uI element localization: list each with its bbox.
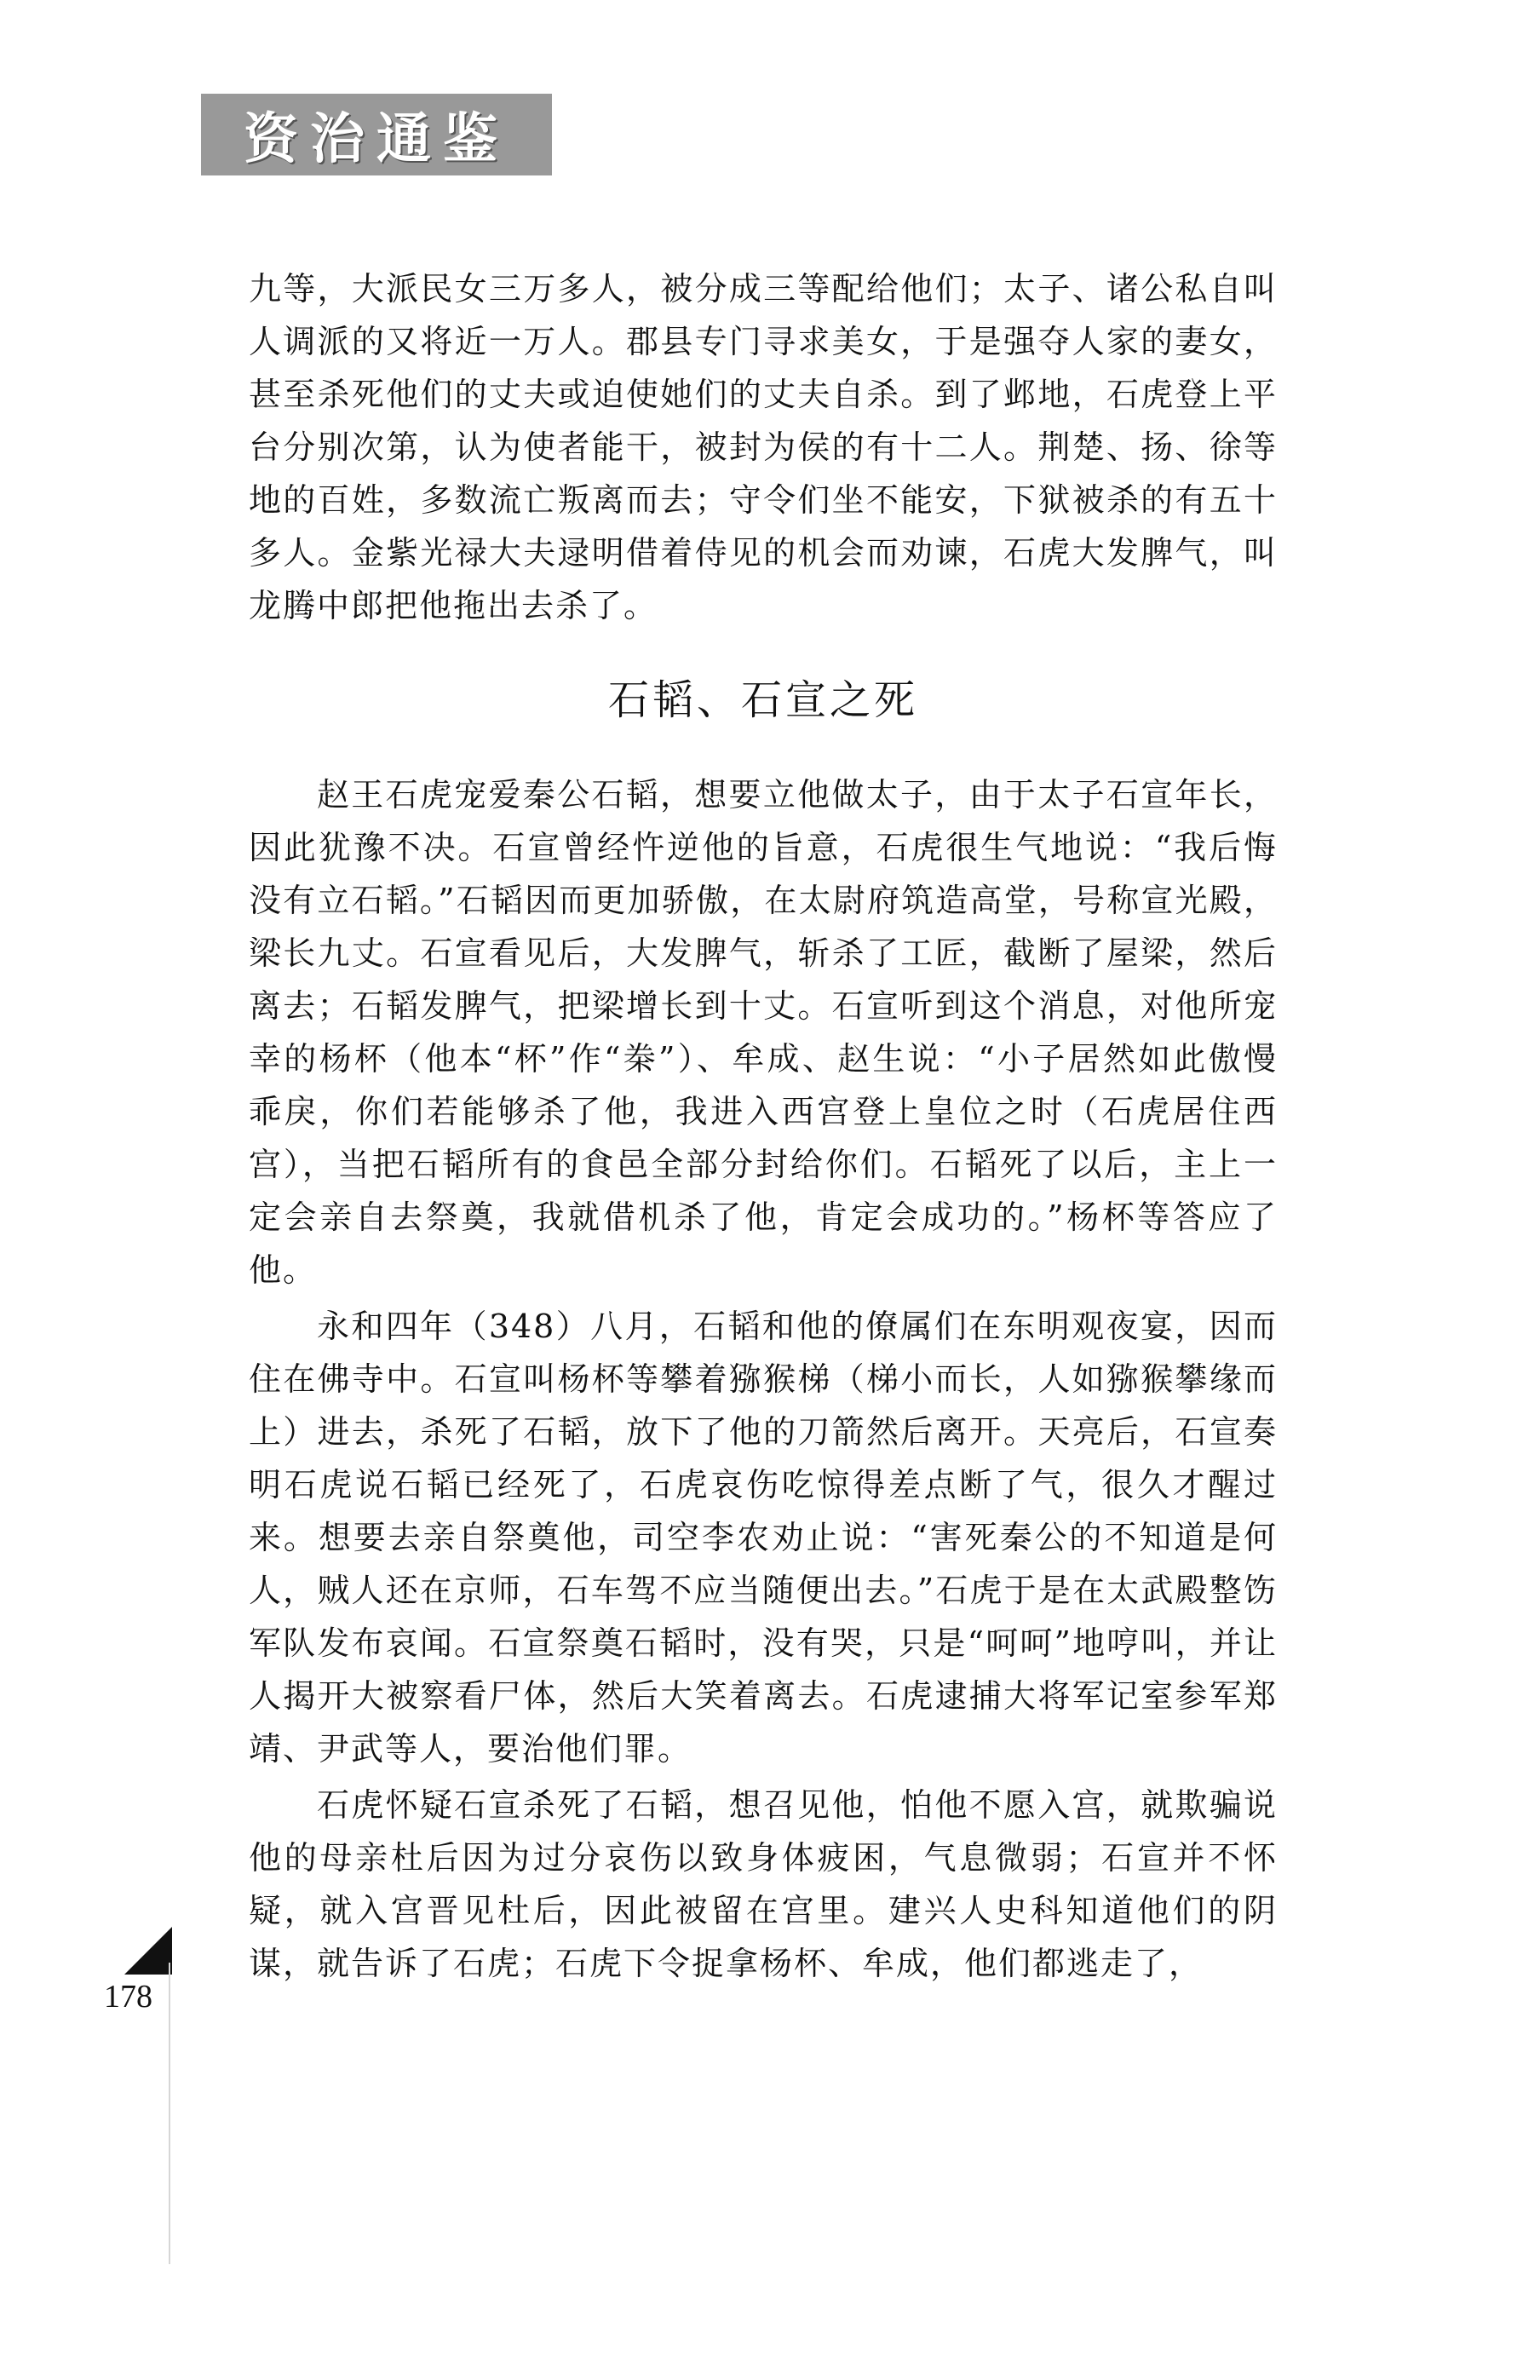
page-number: 178 [104,1979,152,2015]
paragraph-1: 赵王石虎宠爱秦公石韬，想要立他做太子，由于太子石宣年长，因此犹豫不决。石宣曾经忤逆他的旨意，石虎很生气地说：“我后悔没有立石韬。”石韬因而更加骄傲，在太尉府筑造高堂，号称宣光殿，梁长九丈。石宣看见后，大发脾气，斩杀了工匠，截断了屋梁，然后离去；石韬发脾气，把梁增长到十丈。石宣听到这个消息，对他所宠幸的杨杯（他本“杯”作“桊”）、牟成、赵生说：“小子居然如此傲慢乖戾，你们若能够杀了他，我进入西宫登上皇位之时（石虎居住西宫），当把石韬所有的食邑全部分封给你们。石韬死了以后，主上一定会亲自去祭奠，我就借机杀了他，肯定会成功的。”杨杯等答应了他。 [249,776,1278,1289]
paragraph-3: 石虎怀疑石宣杀死了石韬，想召见他，怕他不愿入宫，就欺骗说他的母亲杜后因为过分哀伤以致身体疲困，气息微弱；石宣并不怀疑，就入宫晋见杜后，因此被留在宫里。建兴人史科知道他们的阴谋，就告诉了石虎；石虎下令捉拿杨杯、牟成，他们都逃走了， [249,1786,1278,1982]
folio-triangle-mark [124,1927,172,1975]
folio-rule [169,1963,170,2264]
running-header-band [201,94,552,175]
paragraph-2: 永和四年（348）八月，石韬和他的僚属们在东明观夜宴，因而住在佛寺中。石宣叫杨杯等攀着猕猴梯（梯小而长，人如猕猴攀缘而上）进去，杀死了石韬，放下了他的刀箭然后离开。天亮后，石宣奏明石虎说石韬已经死了，石虎哀伤吃惊得差点断了气，很久才醒过来。想要去亲自祭奠他，司空李农劝止说：“害死秦公的不知道是何人，贼人还在京师，石车驾不应当随便出去。”石虎于是在太武殿整饬军队发布哀闻。石宣祭奠石韬时，没有哭，只是“呵呵”地哼叫，并让人揭开大被察看尸体，然后大笑着离去。石虎逮捕大将军记室参军郑靖、尹武等人，要治他们罪。 [249,1308,1278,1768]
section-title: 石韬、石宣之死 [607,676,918,724]
book-title: 资治通鉴 [244,108,509,171]
intro-paragraph: 九等，大派民女三万多人，被分成三等配给他们；太子、诸公私自叫人调派的又将近一万人。郡县专门寻求美女，于是强夺人家的妻女，甚至杀死他们的丈夫或迫使她们的丈夫自杀。到了邺地，石虎登上平台分别次第，认为使者能干，被封为侯的有十二人。荆楚、扬、徐等地的百姓，多数流亡叛离而去；守令们坐不能安，下狱被杀的有五十多人。金紫光禄大夫逯明借着侍见的机会而劝谏，石虎大发脾气，叫龙腾中郎把他拖出去杀了。 [249,270,1278,624]
page-body [249,262,1278,1990]
